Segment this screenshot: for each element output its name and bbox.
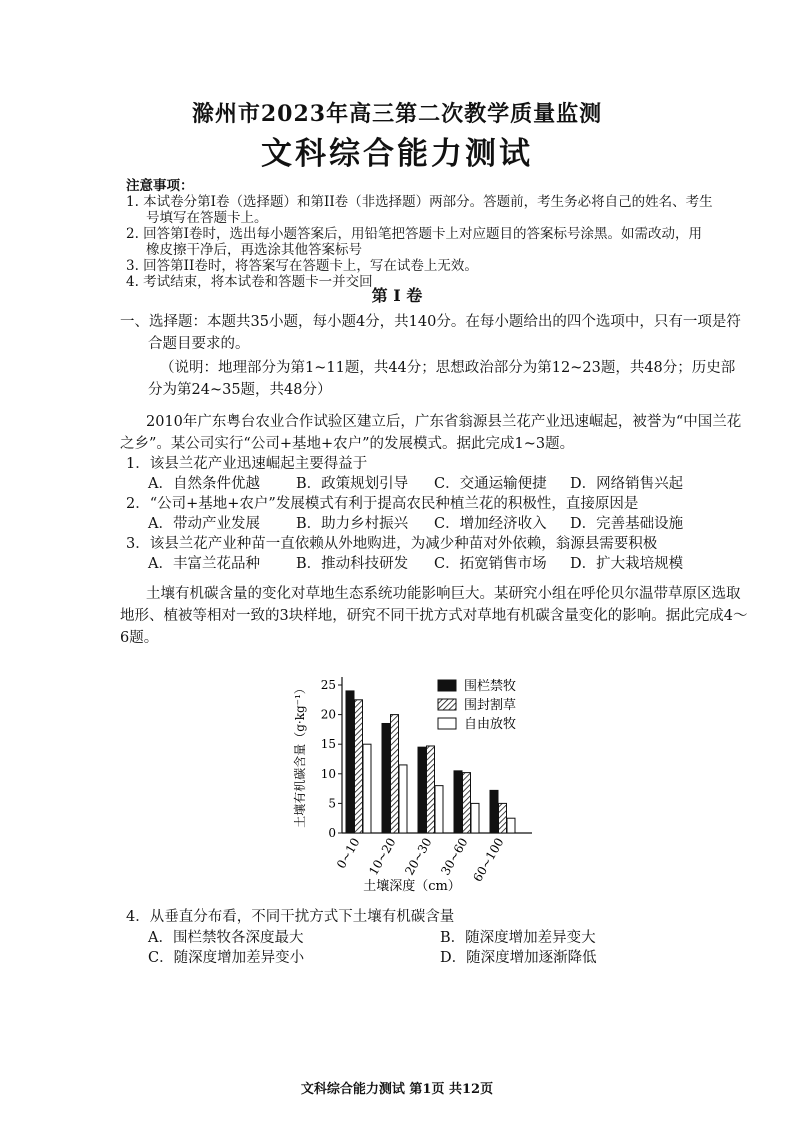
section-title: 第 I 卷: [371, 286, 423, 305]
section-note: 分为第24~35题，共48分）: [148, 382, 332, 398]
notice-item: 3. 回答第II卷时，将答案写在答题卡上，写在试卷上无效。: [126, 258, 478, 274]
bar-2: [499, 803, 507, 833]
x-tick-label: 10~20: [366, 835, 399, 878]
question-stem: 3．该县兰花产业种苗一直依赖从外地购进，为减少种苗对外依赖，翁源县需要积极: [126, 536, 658, 552]
bar-1: [346, 691, 354, 833]
page-footer: 文科综合能力测试 第1页 共12页: [300, 1082, 494, 1097]
question-option: D．随深度增加逐渐降低: [440, 950, 597, 966]
bar-2: [427, 746, 435, 833]
question-option: B．推动科技研发: [296, 556, 409, 572]
bar-2: [391, 715, 399, 833]
notice-heading: 注意事项：: [126, 178, 194, 194]
passage-text: 之乡”。某公司实行“公司+基地+农户”的发展模式。据此完成1~3题。: [120, 436, 575, 452]
question-option: D．网络销售兴起: [570, 476, 684, 492]
section-note: （说明：地理部分为第1~11题，共44分；思想政治部分为第12~23题，共48分；历史部: [160, 360, 736, 376]
bar-2: [463, 773, 471, 833]
question-option: D．扩大栽培规模: [570, 556, 684, 572]
question-option: B．随深度增加差异变大: [440, 930, 596, 946]
question-option: C．交通运输便捷: [434, 476, 547, 492]
bar-1: [382, 723, 390, 833]
legend-swatch: [438, 718, 456, 729]
notice-item: 1. 本试卷分第I卷（选择题）和第II卷（非选择题）两部分。答题前，考生务必将自己的姓名、考生: [126, 194, 713, 210]
x-tick-label: 0~10: [333, 835, 363, 872]
legend-swatch: [438, 699, 456, 710]
notice-item: 号填写在答题卡上。: [146, 210, 268, 226]
question-option: C．拓宽销售市场: [434, 556, 547, 572]
bar-1: [454, 771, 462, 833]
y-tick-label: 20: [320, 707, 336, 722]
soil-carbon-chart: [290, 670, 540, 900]
bar-1: [490, 790, 498, 833]
legend-label: 围栏禁牧: [464, 679, 517, 694]
notice-item: 2. 回答第I卷时，选出每小题答案后，用铅笔把答题卡上对应题目的答案标号涂黑。如需改动，用: [126, 226, 703, 242]
section-intro: 合题目要求的。: [148, 336, 250, 352]
bar-3: [435, 786, 443, 833]
notice-item: 4. 考试结束，将本试卷和答题卡一并交回: [126, 274, 373, 290]
passage-text: 土壤有机碳含量的变化对草地生态系统功能影响巨大。某研究小组在呼伦贝尔温带草原区选取: [146, 586, 741, 602]
question-stem: 2．“公司+基地+农户”发展模式有利于提高农民种植兰花的积极性，直接原因是: [126, 496, 639, 512]
passage-text: 地形、植被等相对一致的3块样地，研究不同干扰方式对草地有机碳含量变化的影响。据此完成4～: [120, 608, 748, 624]
exam-title-line2: 文科综合能力测试: [261, 136, 533, 172]
bar-3: [399, 765, 407, 833]
bar-3: [363, 744, 371, 833]
section-intro: 一、选择题：本题共35小题，每小题4分，共140分。在每小题给出的四个选项中，只有一项是符: [120, 314, 741, 330]
question-option: D．完善基础设施: [570, 516, 684, 532]
y-tick-label: 15: [320, 737, 336, 752]
legend-label: 围封割草: [464, 698, 517, 713]
x-tick-label: 60~100: [470, 835, 507, 885]
x-tick-label: 20~30: [402, 835, 435, 878]
question-stem: 4．从垂直分布看，不同干扰方式下土壤有机碳含量: [126, 909, 455, 925]
passage-text: 6题。: [120, 630, 159, 646]
question-option: B．政策规划引导: [296, 476, 409, 492]
y-tick-label: 0: [328, 826, 336, 840]
notice-item: 橡皮擦干净后，再选涂其他答案标号: [146, 242, 362, 258]
exam-title-line1: 滁州市2023年高三第二次教学质量监测: [191, 101, 603, 127]
bar-2: [355, 700, 363, 833]
question-option: A．带动产业发展: [148, 516, 260, 532]
question-stem: 1．该县兰花产业迅速崛起主要得益于: [126, 456, 368, 472]
question-option: A．自然条件优越: [148, 476, 260, 492]
question-option: C．随深度增加差异变小: [148, 950, 305, 966]
y-tick-label: 25: [320, 678, 336, 692]
question-option: C．增加经济收入: [434, 516, 547, 532]
y-tick-label: 10: [320, 766, 336, 781]
question-option: A．围栏禁牧各深度最大: [148, 930, 304, 946]
x-axis-label: 土壤深度（cm）: [363, 879, 461, 894]
bar-3: [471, 803, 479, 833]
x-tick-label: 30~60: [438, 835, 471, 878]
bar-3: [507, 818, 515, 833]
passage-text: 2010年广东粤台农业合作试验区建立后，广东省翁源县兰花产业迅速崛起，被誉为“中国兰花: [146, 414, 742, 430]
question-option: A．丰富兰花品种: [148, 556, 260, 572]
bar-1: [418, 747, 426, 833]
y-tick-label: 5: [328, 796, 336, 811]
legend-swatch: [438, 680, 456, 691]
legend-label: 自由放牧: [464, 717, 517, 732]
y-axis-label: 土壤有机碳含量（g·kg⁻¹）: [293, 682, 307, 828]
question-option: B．助力乡村振兴: [296, 516, 409, 532]
